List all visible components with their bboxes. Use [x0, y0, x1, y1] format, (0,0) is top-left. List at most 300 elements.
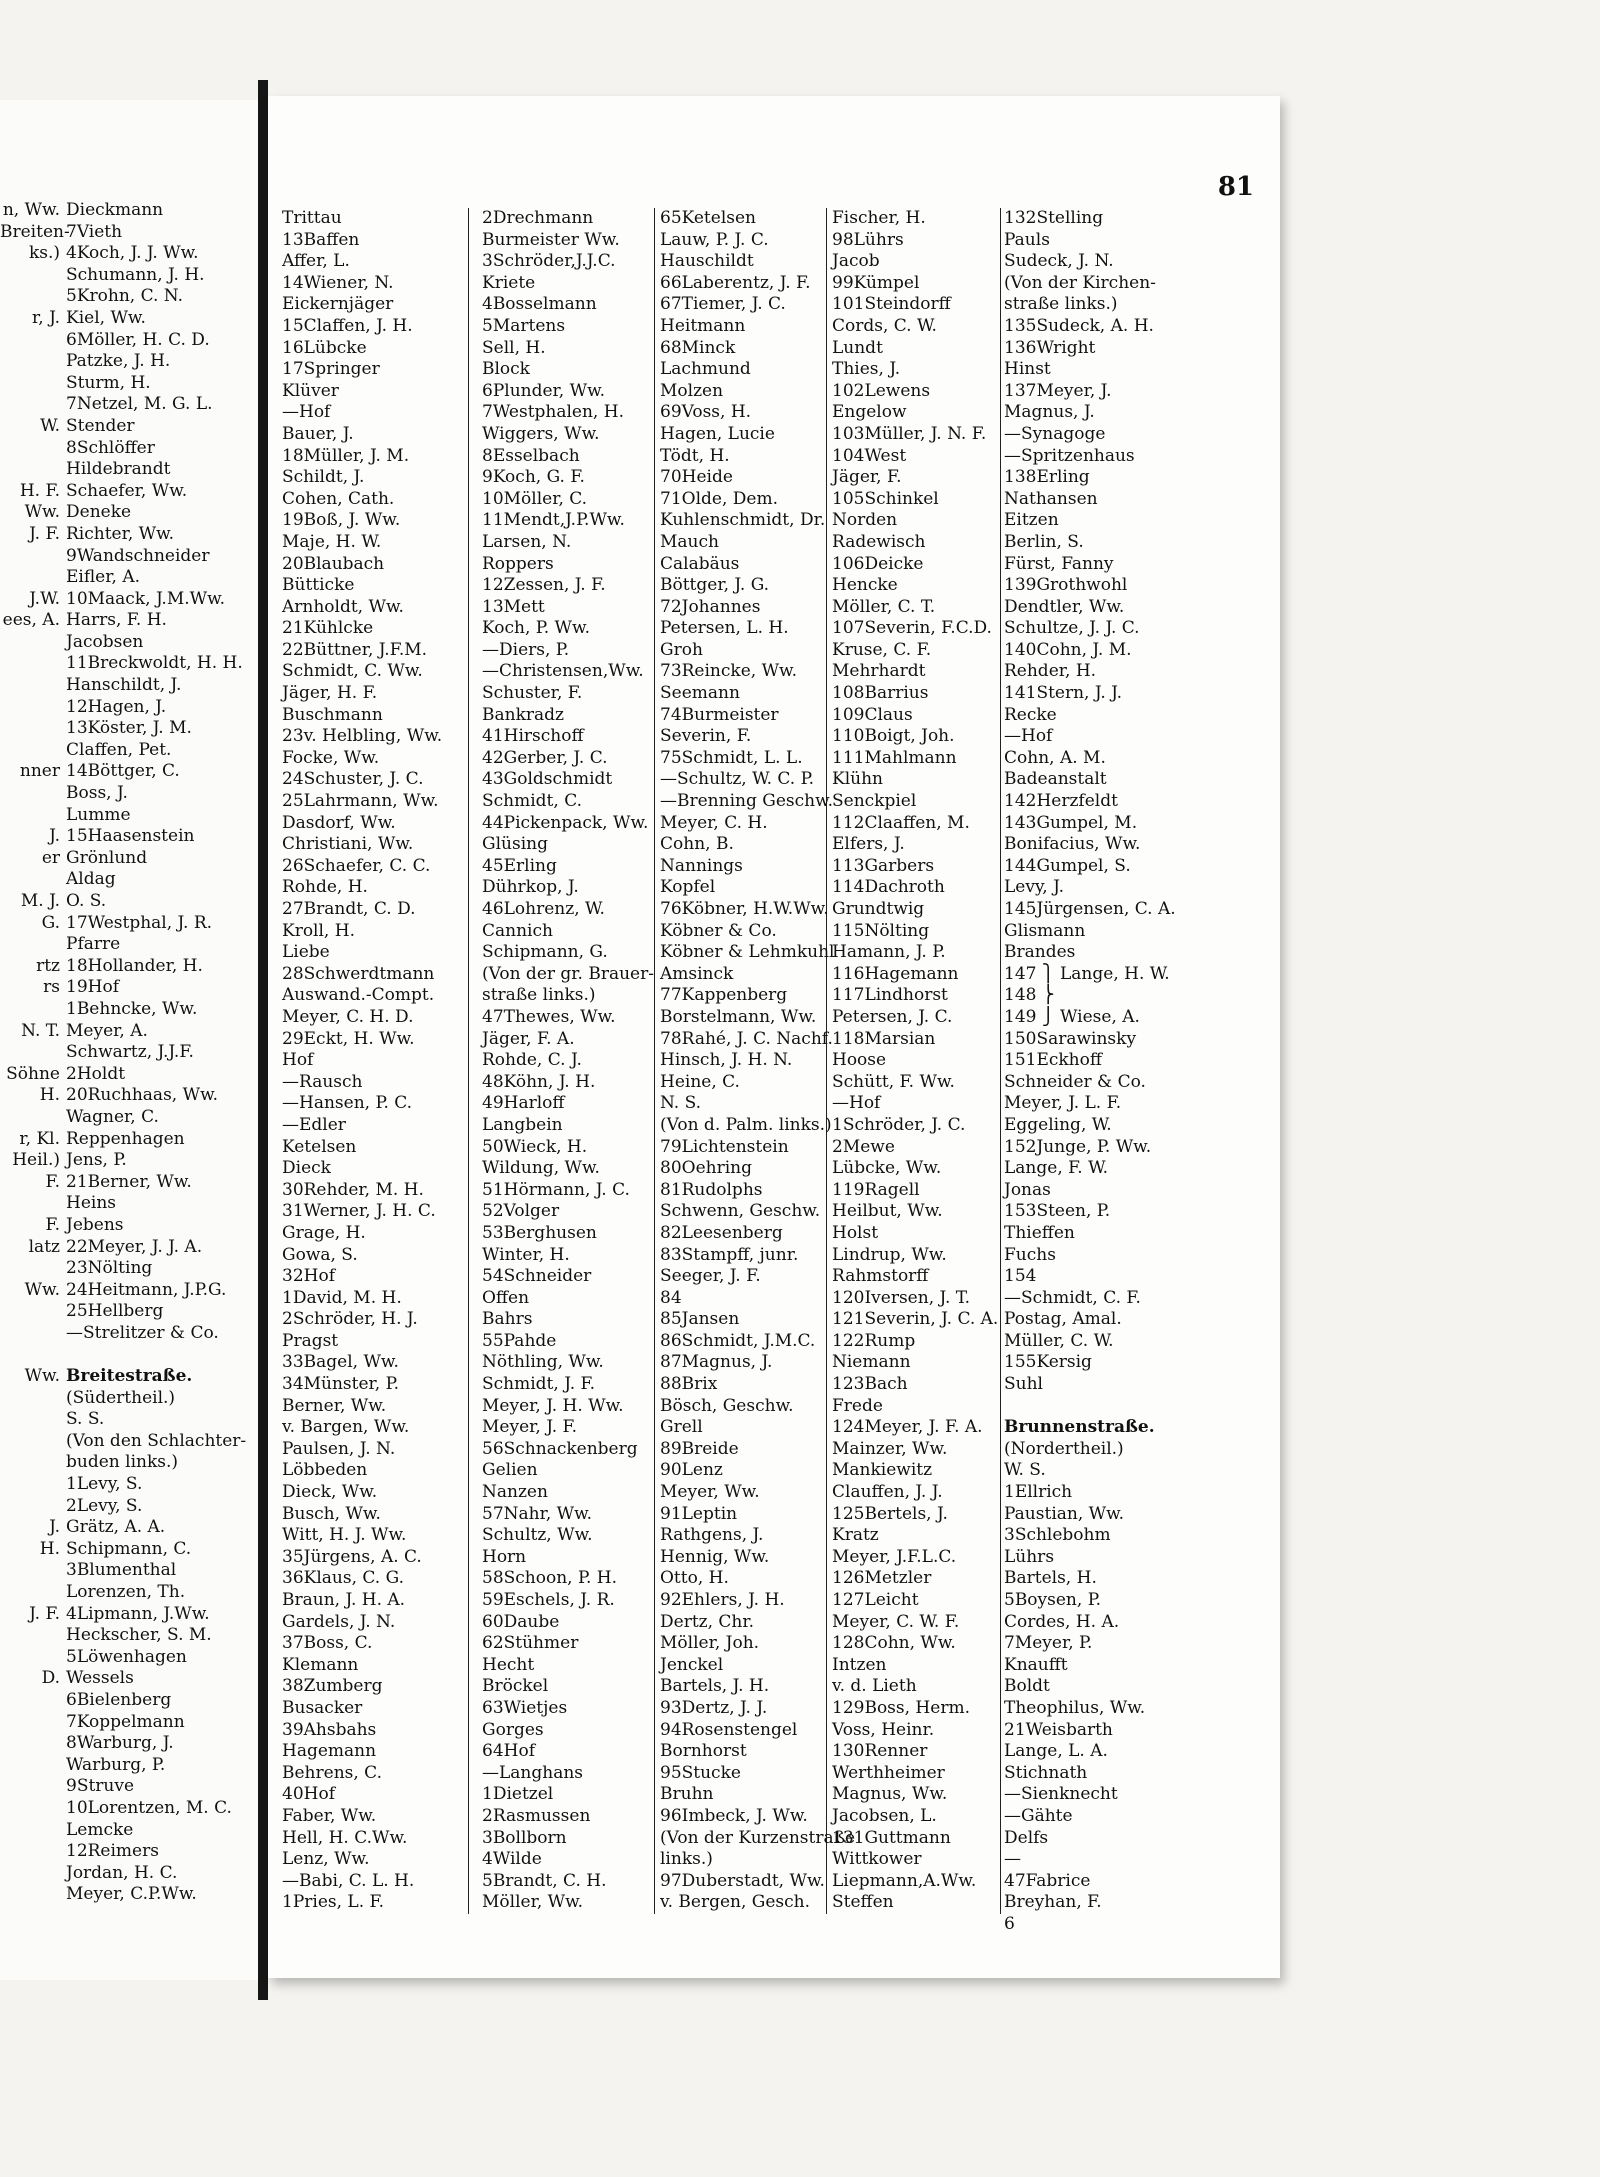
- directory-entry: Holst: [832, 1222, 879, 1243]
- directory-entry: Gelien: [482, 1460, 538, 1481]
- directory-entry: 87Magnus, J.: [660, 1352, 773, 1373]
- directory-entry: Ww.: [24, 1279, 60, 1300]
- directory-entry: Thieffen: [1004, 1222, 1075, 1243]
- directory-entry: 113Garbers: [832, 855, 935, 876]
- directory-entry: ees, A.: [2, 610, 60, 631]
- directory-entry: Focke, Ww.: [282, 747, 380, 768]
- directory-entry: Dasdorf, Ww.: [282, 812, 396, 833]
- directory-entry: Sudeck, J. N.: [1004, 251, 1114, 272]
- directory-entry: Schmidt, C. Ww.: [282, 661, 423, 682]
- directory-entry: Wildung, Ww.: [482, 1158, 600, 1179]
- directory-entry: Magnus, J.: [1004, 402, 1095, 423]
- directory-entry: Rehder, H.: [1004, 661, 1097, 682]
- directory-entry: 5Boysen, P.: [1004, 1590, 1102, 1610]
- directory-entry: 6Bielenberg: [66, 1689, 172, 1710]
- directory-entry: 13Köster, J. M.: [66, 718, 192, 739]
- directory-entry: Köbner & Co.: [660, 920, 777, 941]
- directory-entry: 151Eckhoff: [1004, 1050, 1102, 1071]
- directory-entry: Hildebrandt: [66, 459, 171, 480]
- directory-entry: 57Nahr, Ww.: [482, 1503, 593, 1524]
- directory-entry: 132Stelling: [1004, 208, 1104, 228]
- directory-entry: Schuster, F.: [482, 683, 583, 704]
- directory-entry: (Von der Kurzenstraße: [660, 1827, 856, 1848]
- directory-entry: 96Imbeck, J. Ww.: [660, 1805, 808, 1826]
- directory-entry: Boss, J.: [66, 783, 128, 804]
- directory-entry: —Babi, C. L. H.: [282, 1870, 415, 1891]
- directory-entry: Schmidt, C.: [482, 791, 582, 812]
- directory-entry: Rahmstorff: [832, 1266, 929, 1287]
- directory-entry: [0, 675, 60, 697]
- directory-entry: Gowa, S.: [282, 1244, 358, 1265]
- directory-entry: 72Johannes: [660, 596, 761, 617]
- directory-entry: Meyer, C. H. D.: [282, 1006, 414, 1027]
- directory-entry: Jäger, F.: [832, 467, 902, 488]
- directory-entry: Kriete: [482, 272, 536, 293]
- directory-entry: Hennig, Ww.: [660, 1546, 770, 1567]
- directory-entry: [0, 1452, 60, 1474]
- directory-entry: Steffen: [832, 1892, 894, 1913]
- directory-entry: 11Mendt,J.P.Ww.: [482, 510, 625, 531]
- directory-entry: Fürst, Fanny: [1004, 553, 1114, 574]
- directory-entry: 14Böttger, C.: [66, 761, 180, 782]
- directory-entry: J. F.: [29, 1603, 60, 1624]
- directory-entry: 91Leptin: [660, 1503, 738, 1524]
- directory-entry: 79Lichtenstein: [660, 1136, 789, 1157]
- left-page-fragment: [0, 100, 258, 1980]
- directory-entry: Paulsen, J. N.: [282, 1438, 396, 1459]
- directory-entry: Meyer, C. W. F.: [832, 1611, 960, 1632]
- directory-entry: 67Tiemer, J. C.: [660, 294, 786, 315]
- directory-entry: 6: [1004, 1913, 1015, 1934]
- directory-entry: Langbein: [482, 1114, 563, 1135]
- directory-entry: Lachmund: [660, 359, 751, 380]
- directory-entry: 135Sudeck, A. H.: [1004, 315, 1154, 336]
- directory-entry: Hamann, J. P.: [832, 942, 946, 963]
- directory-entry: 118Marsian: [832, 1028, 936, 1049]
- directory-entry: 33Bagel, Ww.: [282, 1352, 399, 1373]
- directory-entry: Ww.: [24, 502, 60, 523]
- directory-entry: Affer, L.: [282, 251, 350, 272]
- directory-entry: 32Hof: [282, 1266, 335, 1287]
- directory-entry: 95Stucke: [660, 1762, 741, 1783]
- directory-entry: Schultze, J. J. C.: [1004, 618, 1140, 639]
- directory-entry: 7Vieth: [66, 221, 123, 242]
- directory-entry: 56Schnackenberg: [482, 1438, 638, 1459]
- directory-entry: 112Claaffen, M.: [832, 812, 970, 833]
- directory-entry: —Spritzenhaus: [1004, 445, 1135, 466]
- directory-entry: N. T.: [21, 1020, 60, 1041]
- directory-entry: Lauw, P. J. C.: [660, 229, 769, 250]
- directory-entry: Koch, P. Ww.: [482, 618, 590, 639]
- directory-entry: Schwenn, Geschw.: [660, 1201, 821, 1222]
- directory-entry: Hecht: [482, 1654, 535, 1675]
- directory-entry: v. Bargen, Ww.: [282, 1417, 410, 1438]
- directory-entry: 89Breide: [660, 1438, 739, 1459]
- left-page-column-b: [66, 200, 256, 1906]
- directory-entry: 5Brandt, C. H.: [482, 1870, 607, 1891]
- directory-entry: 25Lahrmann, Ww.: [282, 791, 439, 812]
- directory-entry: 14Wiener, N.: [282, 272, 394, 293]
- directory-entry: 83Stampff, junr.: [660, 1244, 799, 1265]
- directory-entry: 125Bertels, J.: [832, 1503, 948, 1524]
- directory-entry: [0, 1258, 60, 1280]
- directory-entry: 28Schwerdtmann: [282, 963, 435, 984]
- directory-entry: Bruhn: [660, 1784, 714, 1805]
- directory-entry: Bahrs: [482, 1309, 533, 1330]
- directory-entry: Meyer, C. H.: [660, 812, 768, 833]
- directory-entry: J.: [49, 826, 60, 847]
- directory-entry: [0, 934, 60, 956]
- directory-entry: 38Zumberg: [282, 1676, 383, 1697]
- directory-entry: Schmidt, J. F.: [482, 1374, 596, 1395]
- directory-entry: 148 ⎬: [1004, 985, 1055, 1006]
- directory-entry: —Hof: [282, 402, 331, 423]
- page-number: 81: [1217, 172, 1254, 202]
- directory-entry: [0, 1409, 60, 1431]
- directory-entry: W.: [40, 415, 60, 436]
- directory-entry: 143Gumpel, M.: [1004, 812, 1138, 833]
- directory-entry: Kroll, H.: [282, 920, 355, 941]
- directory-entry: —Synagoge: [1004, 423, 1106, 444]
- directory-entry: Schütt, F. Ww.: [832, 1071, 955, 1092]
- directory-entry: Jacobsen: [66, 631, 144, 652]
- directory-entry: 66Laberentz, J. F.: [660, 272, 811, 293]
- directory-entry: Jebens: [66, 1214, 124, 1235]
- directory-entry: 10Maack, J.M.Ww.: [66, 588, 226, 609]
- directory-entry: Dieckmann: [66, 200, 164, 220]
- directory-entry: Amsinck: [660, 963, 734, 984]
- directory-entry: [0, 718, 60, 740]
- directory-entry: Postag, Amal.: [1004, 1309, 1122, 1330]
- directory-entry: Lumme: [66, 804, 131, 825]
- directory-entry: [0, 1344, 60, 1366]
- directory-entry: Hagen, Lucie: [660, 423, 775, 444]
- directory-entry: 18Müller, J. M.: [282, 445, 410, 466]
- directory-entry: [0, 783, 60, 805]
- directory-entry: Klüver: [282, 380, 339, 401]
- directory-entry: —Strelitzer & Co.: [66, 1322, 219, 1343]
- directory-entry: —Hof: [832, 1093, 881, 1114]
- directory-entry: [0, 653, 60, 675]
- directory-entry: Kuhlenschmidt, Dr.: [660, 510, 826, 531]
- directory-entry: Norden: [832, 510, 898, 531]
- directory-entry: 62Stühmer: [482, 1633, 579, 1654]
- directory-entry: [0, 1496, 60, 1518]
- directory-entry: [0, 1474, 60, 1496]
- directory-entry: 31Werner, J. H. C.: [282, 1201, 436, 1222]
- directory-entry: J.: [49, 1517, 60, 1538]
- directory-entry: Petersen, L. H.: [660, 618, 789, 639]
- directory-entry: 142Herzfeldt: [1004, 791, 1118, 812]
- directory-entry: 131Guttmann: [832, 1827, 951, 1848]
- directory-entry: 43Goldschmidt: [482, 769, 613, 790]
- directory-entry: F.: [45, 1214, 60, 1235]
- directory-entry: 1Behncke, Ww.: [66, 998, 198, 1019]
- directory-entry: Mankiewitz: [832, 1460, 933, 1481]
- directory-entry: 22Meyer, J. J. A.: [66, 1236, 203, 1257]
- directory-entry: straße links.): [482, 985, 596, 1006]
- directory-entry: Patzke, J. H.: [66, 351, 171, 372]
- directory-entry: 41Hirschoff: [482, 726, 584, 747]
- directory-entry: Meyer, J. L. F.: [1004, 1093, 1122, 1114]
- directory-entry: Richter, Ww.: [66, 523, 175, 544]
- directory-entry: Winter, H.: [482, 1244, 570, 1265]
- directory-entry: Mainzer, Ww.: [832, 1438, 948, 1459]
- directory-entry: Jens, P.: [66, 1150, 127, 1171]
- directory-entry: Schildt, J.: [282, 467, 365, 488]
- directory-entry: 42Gerber, J. C.: [482, 747, 608, 768]
- directory-entry: [0, 286, 60, 308]
- directory-entry: Boldt: [1004, 1676, 1050, 1697]
- directory-entry: S. S.: [66, 1409, 105, 1430]
- directory-entry: 124Meyer, J. F. A.: [832, 1417, 983, 1438]
- directory-entry: (Südertheil.): [66, 1387, 176, 1408]
- directory-entry: 1David, M. H.: [282, 1287, 402, 1308]
- directory-entry: 106Deicke: [832, 553, 924, 574]
- directory-entry: 154: [1004, 1266, 1037, 1287]
- directory-entry: Bartels, J. H.: [660, 1676, 770, 1697]
- directory-entry: 110Boigt, Joh.: [832, 726, 955, 747]
- directory-entry: 97Duberstadt, Ww.: [660, 1870, 825, 1891]
- directory-entry: [66, 1344, 256, 1366]
- directory-entry: H.: [39, 1085, 60, 1106]
- directory-entry: n, Ww.: [2, 200, 60, 220]
- directory-entry: Kratz: [832, 1525, 879, 1546]
- directory-entry: Grage, H.: [282, 1222, 366, 1243]
- directory-entry: [0, 1107, 60, 1129]
- directory-entry: 3Schlebohm: [1004, 1525, 1111, 1546]
- directory-entry: Werthheimer: [832, 1762, 945, 1783]
- directory-entry: 123Bach: [832, 1374, 908, 1395]
- directory-entry: —Rausch: [282, 1071, 363, 1092]
- directory-entry: Meyer, J.F.L.C.: [832, 1546, 957, 1567]
- directory-entry: Müller, C. W.: [1004, 1330, 1114, 1351]
- directory-entry: Delfs: [1004, 1827, 1049, 1848]
- directory-entry: 115Nölting: [832, 920, 930, 941]
- directory-entry: 47Thewes, Ww.: [482, 1006, 616, 1027]
- directory-entry: Lübcke, Ww.: [832, 1158, 942, 1179]
- directory-entry: Jacobsen, L.: [832, 1805, 937, 1826]
- directory-entry: 7Westphalen, H.: [482, 402, 624, 423]
- directory-entry: Harrs, F. H.: [66, 610, 167, 631]
- directory-entry: (Von der Kirchen-: [1004, 272, 1156, 293]
- directory-entry: 93Dertz, J. J.: [660, 1697, 768, 1718]
- directory-entry: —Brenning Geschw.: [660, 791, 834, 812]
- directory-entry: 3Bollborn: [482, 1827, 567, 1848]
- directory-entry: 8Warburg, J.: [66, 1733, 174, 1754]
- directory-entry: 9Koch, G. F.: [482, 467, 585, 488]
- directory-entry: Schipmann, G.: [482, 942, 608, 963]
- directory-entry: 138Erling: [1004, 467, 1090, 488]
- directory-entry: —Diers, P.: [482, 639, 570, 660]
- directory-entry: —Langhans: [482, 1762, 584, 1783]
- directory-entry: 152Junge, P. Ww.: [1004, 1136, 1152, 1157]
- directory-entry: 155Kersig: [1004, 1352, 1092, 1373]
- directory-entry: 12Zessen, J. F.: [482, 575, 606, 596]
- directory-entry: Kiel, Ww.: [66, 307, 146, 328]
- directory-entry: 69Voss, H.: [660, 402, 752, 423]
- directory-entry: Dieck: [282, 1158, 331, 1179]
- directory-entry: 24Schuster, J. C.: [282, 769, 424, 790]
- directory-entry: links.): [660, 1849, 713, 1870]
- directory-entry: Meyer, J. F.: [482, 1417, 578, 1438]
- directory-entry: 24Heitmann, J.P.G.: [66, 1279, 227, 1300]
- directory-entry: 15Haasenstein: [66, 826, 195, 847]
- directory-entry: Theophilus, Ww.: [1004, 1697, 1146, 1718]
- directory-entry: J.W.: [29, 588, 60, 609]
- directory-entry: [0, 1560, 60, 1582]
- directory-entry: Cannich: [482, 920, 553, 941]
- directory-entry: Rathgens, J.: [660, 1525, 764, 1546]
- directory-entry: Nathansen: [1004, 488, 1098, 509]
- directory-entry: 3Schröder,J.J.C.: [482, 251, 616, 272]
- directory-entry: 10Möller, C.: [482, 488, 588, 509]
- directory-entry: 25Hellberg: [66, 1301, 164, 1322]
- directory-entry: 40Hof: [282, 1784, 335, 1805]
- directory-entry: Klühn: [832, 769, 883, 790]
- directory-entry: 116Hagemann: [832, 963, 959, 984]
- directory-entry: 2Levy, S.: [66, 1495, 143, 1516]
- directory-entry: Schultz, Ww.: [482, 1525, 593, 1546]
- directory-entry: Deneke: [66, 502, 132, 523]
- directory-column-1: [282, 208, 469, 1914]
- directory-entry: Cordes, H. A.: [1004, 1611, 1120, 1632]
- directory-entry: Burmeister Ww.: [482, 229, 620, 250]
- directory-entry: Hinst: [1004, 359, 1051, 380]
- directory-entry: Wagner, C.: [66, 1106, 159, 1127]
- directory-entry: Kruse, C. F.: [832, 639, 932, 660]
- directory-entry: 140Cohn, J. M.: [1004, 639, 1132, 660]
- directory-entry: Sturm, H.: [66, 372, 151, 393]
- directory-entry: 88Brix: [660, 1374, 718, 1395]
- directory-entry: Lundt: [832, 337, 883, 358]
- directory-entry: Warburg, P.: [66, 1754, 166, 1775]
- directory-entry: J. F.: [29, 523, 60, 544]
- directory-entry: 84: [660, 1287, 682, 1308]
- directory-entry: straße links.): [1004, 294, 1118, 315]
- directory-entry: Klemann: [282, 1654, 359, 1675]
- directory-entry: Bonifacius, Ww.: [1004, 834, 1141, 855]
- directory-entry: Brunnenstraße.: [1004, 1417, 1155, 1438]
- directory-entry: 101Steindorff: [832, 294, 951, 315]
- directory-entry: Intzen: [832, 1654, 887, 1675]
- directory-entry: Glismann: [1004, 920, 1086, 941]
- directory-entry: Rohde, H.: [282, 877, 368, 898]
- directory-entry: 64Hof: [482, 1741, 535, 1762]
- directory-entry: 81Rudolphs: [660, 1179, 763, 1200]
- directory-entry: 76Köbner, H.W.Ww.: [660, 899, 829, 919]
- directory-entry: 46Lohrenz, W.: [482, 899, 605, 919]
- directory-entry: 50Wieck, H.: [482, 1136, 588, 1157]
- directory-entry: 65Ketelsen: [660, 208, 756, 228]
- directory-entry: 2Rasmussen: [482, 1805, 591, 1826]
- directory-entry: Hagemann: [282, 1741, 377, 1762]
- directory-entry: 45Erling: [482, 855, 557, 876]
- directory-entry: 108Barrius: [832, 683, 929, 704]
- directory-entry: 114Dachroth: [832, 877, 945, 898]
- directory-entry: 4Koch, J. J. Ww.: [66, 243, 199, 264]
- directory-entry: [0, 805, 60, 827]
- directory-entry: 136Wright: [1004, 337, 1096, 358]
- directory-entry: Grell: [660, 1417, 703, 1438]
- directory-entry: [0, 1323, 60, 1345]
- directory-entry: Thies, J.: [832, 359, 901, 380]
- directory-entry: Berlin, S.: [1004, 531, 1084, 552]
- directory-entry: 137Meyer, J.: [1004, 380, 1112, 401]
- directory-entry: Meyer, Ww.: [660, 1482, 760, 1503]
- directory-entry: Meyer, C.P.Ww.: [66, 1884, 197, 1905]
- directory-entry: 1Dietzel: [482, 1784, 554, 1805]
- directory-entry: Block: [482, 359, 530, 380]
- directory-entry: [0, 869, 60, 891]
- directory-entry: Cohen, Cath.: [282, 488, 395, 509]
- directory-entry: 94Rosenstengel: [660, 1719, 798, 1740]
- directory-entry: 16Lübcke: [282, 337, 367, 358]
- directory-entry: 19Boß, J. Ww.: [282, 510, 401, 531]
- directory-entry: —Christensen,Ww.: [482, 661, 644, 682]
- directory-entry: Hauschildt: [660, 251, 754, 272]
- directory-entry: 2Schröder, H. J.: [282, 1309, 418, 1330]
- directory-entry: 6Plunder, Ww.: [482, 380, 606, 401]
- directory-entry: 1Schröder, J. C.: [832, 1114, 966, 1135]
- directory-entry: 47Fabrice: [1004, 1870, 1091, 1891]
- directory-entry: 21Berner, Ww.: [66, 1171, 192, 1192]
- directory-entry: Schumann, J. H.: [66, 264, 205, 285]
- directory-entry: Severin, F.: [660, 726, 752, 747]
- directory-entry: 77Kappenberg: [660, 985, 788, 1006]
- directory-entry: —Hof: [1004, 726, 1053, 747]
- directory-page: [268, 96, 1280, 1978]
- directory-entry: Eitzen: [1004, 510, 1059, 531]
- directory-entry: Auswand.-Compt.: [282, 985, 435, 1006]
- directory-entry: —Gähte: [1004, 1805, 1073, 1826]
- directory-entry: 129Boss, Herm.: [832, 1697, 970, 1718]
- directory-entry: Hanschildt, J.: [66, 675, 182, 696]
- directory-entry: [0, 351, 60, 373]
- directory-entry: [0, 740, 60, 762]
- directory-entry: Senckpiel: [832, 791, 917, 812]
- directory-entry: Hinsch, J. H. N.: [660, 1050, 793, 1071]
- directory-entry: 75Schmidt, L. L.: [660, 747, 803, 768]
- directory-entry: Engelow: [832, 402, 907, 423]
- directory-entry: Brandes: [1004, 942, 1076, 963]
- directory-entry: Sell, H.: [482, 337, 546, 358]
- directory-entry: 23Nölting: [66, 1258, 153, 1279]
- directory-entry: Braun, J. H. A.: [282, 1590, 406, 1610]
- directory-entry: Dührkop, J.: [482, 877, 579, 898]
- directory-entry: 26Schaefer, C. C.: [282, 855, 431, 876]
- directory-entry: 127Leicht: [832, 1590, 919, 1610]
- directory-entry: 4Lipmann, J.Ww.: [66, 1603, 210, 1624]
- directory-entry: [0, 1582, 60, 1604]
- directory-entry: Bösch, Geschw.: [660, 1395, 794, 1416]
- directory-entry: 107Severin, F.C.D.: [832, 618, 992, 639]
- directory-entry: Fuchs: [1004, 1244, 1056, 1265]
- directory-entry: 153Steen, P.: [1004, 1201, 1111, 1222]
- directory-entry: Liepmann,A.Ww.: [832, 1870, 977, 1891]
- directory-entry: Lorenzen, Th.: [66, 1582, 186, 1602]
- directory-entry: 21Kühlcke: [282, 618, 374, 639]
- directory-entry: 1Levy, S.: [66, 1474, 143, 1495]
- directory-entry: 22Büttner, J.F.M.: [282, 639, 428, 660]
- directory-entry: Nanzen: [482, 1482, 548, 1503]
- directory-entry: 8Schlöffer: [66, 437, 155, 458]
- directory-entry: [0, 1647, 60, 1669]
- directory-entry: (Von d. Palm. links.): [660, 1114, 832, 1135]
- directory-entry: 53Berghusen: [482, 1222, 597, 1243]
- directory-entry: Gardels, J. N.: [282, 1611, 396, 1632]
- directory-entry: 104West: [832, 445, 907, 466]
